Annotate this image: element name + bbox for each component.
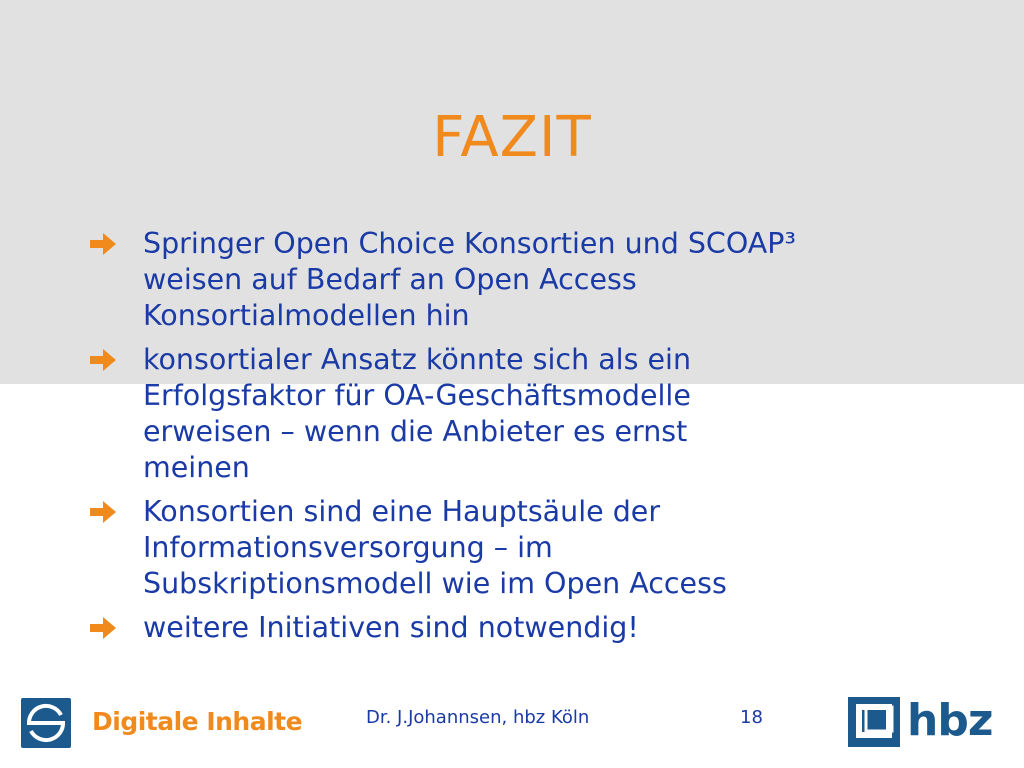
footer-brand: Digitale Inhalte [92,707,303,736]
digitale-inhalte-logo-icon [21,698,71,748]
bullet-text [143,494,727,602]
bullet-list [88,226,968,654]
bullet-line: Konsortien sind eine Hauptsäule der [143,495,661,528]
arrow-right-icon [88,342,118,378]
slide-title: FAZIT [432,105,592,170]
bullet-text [143,610,639,646]
bullet-line: Konsortialmodellen hin [143,299,470,332]
bullet-item [88,342,968,486]
bullet-line: Springer Open Choice Konsortien und SCOAP³ [143,227,796,260]
bullet-line: Informationsversorgung – im [143,531,553,564]
bullet-item [88,494,968,602]
page-number: 18 [740,707,763,728]
footer-author: Dr. J.Johannsen, hbz Köln [366,707,590,728]
bullet-line: meinen [143,451,250,484]
bullet-text [143,342,691,486]
bullet-text [143,226,796,334]
arrow-right-icon [88,226,118,262]
bullet-line: konsortialer Ansatz könnte sich als ein [143,343,692,376]
bullet-line: weisen auf Bedarf an Open Access [143,263,637,296]
bullet-item [88,610,968,646]
bullet-item [88,226,968,334]
bullet-line: Erfolgsfaktor für OA-Geschäftsmodelle [143,379,691,412]
hbz-logo-text: hbz [907,695,993,746]
bullet-line: weitere Initiativen sind notwendig! [143,611,639,644]
bullet-line: Subskriptionsmodell wie im Open Access [143,567,727,600]
arrow-right-icon [88,610,118,646]
bullet-line: erweisen – wenn die Anbieter es ernst [143,415,688,448]
arrow-right-icon [88,494,118,530]
hbz-logo-icon [848,697,900,747]
